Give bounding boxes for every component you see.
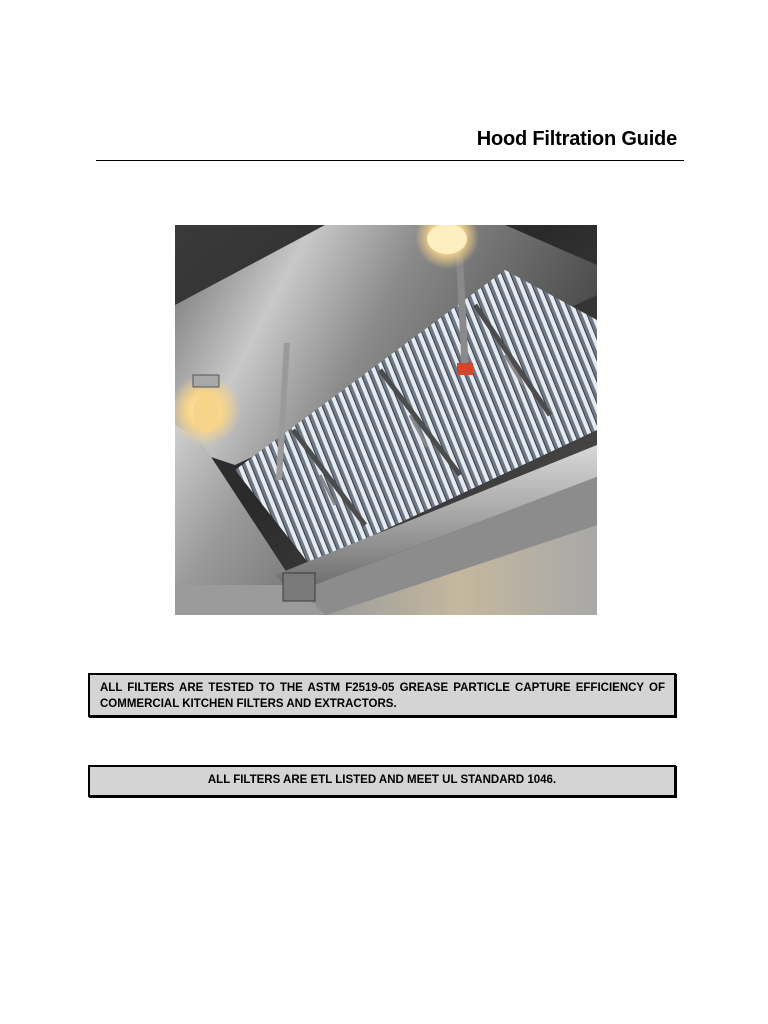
etl-notice <box>88 765 676 797</box>
page-title: Hood Filtration Guide <box>476 128 677 150</box>
astm-notice-text: ALL FILTERS ARE TESTED TO THE ASTM F2519-05 GREASE PARTICLE CAPTURE EFFICIENCY OF COMMERCIAL KITCHEN FILTERS AND EXTRACTORS. <box>100 682 665 710</box>
astm-notice <box>88 673 676 717</box>
title-divider <box>96 160 684 161</box>
hood-photo <box>175 225 597 615</box>
etl-notice-text: ALL FILTERS ARE ETL LISTED AND MEET UL STANDARD 1046. <box>207 774 557 786</box>
